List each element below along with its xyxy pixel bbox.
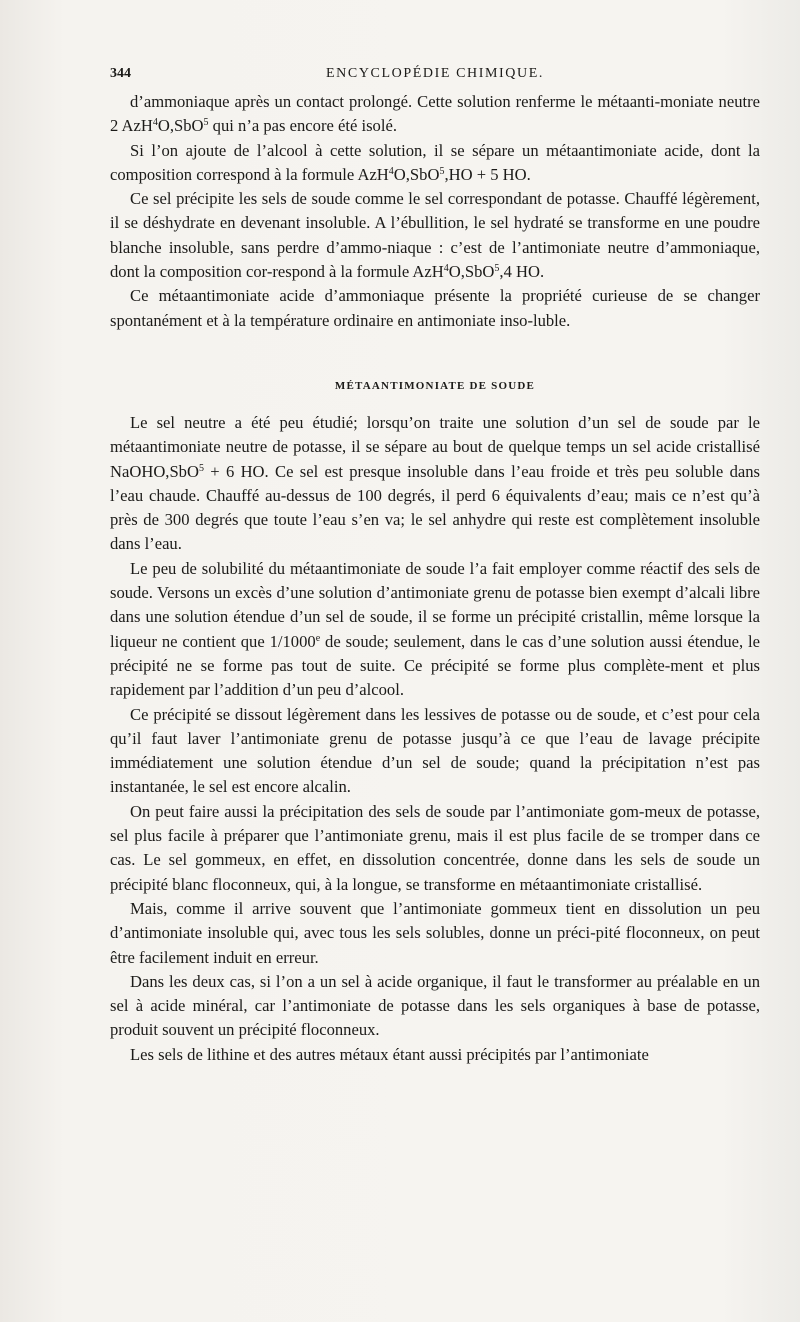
paragraph: [110, 284, 760, 333]
text-run: Ce sel précipite les sels de soude comme le sel correspondant de potasse. Chauffé légèrement, il se déshydrate en devenant insoluble. A l’ébullition, le sel hydraté se transforme en une poudre blanche insoluble, sans perdre d’ammo-niaque : c’est de l’antimoniate neutre d’ammoniaque, dont la composition cor-respond à la formule AzH: [110, 189, 760, 282]
text-run: ,4 HO.: [499, 262, 545, 282]
page-header: [110, 66, 760, 88]
superscript: 4: [443, 263, 449, 275]
running-title: ENCYCLOPÉDIE CHIMIQUE.: [326, 66, 544, 81]
superscript: 4: [152, 117, 158, 129]
text-run: On peut faire aussi la précipitation des sels de soude par l’antimoniate gom-meux de potasse, sel plus facile à préparer que l’antimoniate grenu, mais il est plus facile de se tromper dans ce cas. Le sel gommeux, en effet, en dissolution concentrée, donne dans les sels de soude un précipité blanc floconneux, qui, à la longue, se transforme en métaantimoniate cristallisé.: [110, 801, 760, 894]
text-run: + 6 HO. Ce sel est presque insoluble dans l’eau froide et très peu soluble dans l’eau chaude. Chauffé au-dessus de 100 degrés, il perd 6 équivalents d’eau; mais ce n’est qu’à près de 300 degrés que toute l’eau s’en va; le sel anhydre qui reste est complètement insoluble dans l’eau.: [110, 461, 760, 554]
paragraph: [110, 1043, 760, 1067]
text-run: Les sels de lithine et des autres métaux étant aussi précipités par l’antimoniate: [130, 1044, 649, 1064]
superscript: 5: [203, 117, 209, 129]
page-body: [110, 90, 760, 1067]
paragraph: [110, 800, 760, 897]
text-run: qui n’a pas encore été isolé.: [208, 116, 397, 136]
paragraph: [110, 90, 760, 139]
superscript: 5: [439, 165, 445, 177]
text-run: d’ammoniaque après un contact prolongé. Cette solution renferme le métaanti-moniate neutre 2 AzH: [110, 92, 760, 136]
superscript: 5: [198, 462, 204, 474]
text-run: O,SbO: [448, 262, 495, 282]
text-run: O,SbO: [157, 116, 204, 136]
top-paragraphs: [110, 90, 760, 333]
text-run: de soude; seulement, dans le cas d’une solution aussi étendue, le précipité ne se forme pas tout de suite. Ce précipité se forme plus complète-ment et plus rapidement par l’addition d’un peu d’alcool.: [110, 631, 760, 700]
text-run: Le sel neutre a été peu étudié; lorsqu’on traite une solution d’un sel de soude par le métaantimoniate neutre de potasse, il se sépare au bout de quelque temps un sel acide cristallisé NaOHO,SbO: [110, 412, 760, 481]
text-run: Ce métaantimoniate acide d’ammoniaque présente la propriété curieuse de se changer spontanément et à la température ordinaire en antimoniate inso-luble.: [110, 286, 760, 330]
section-heading: MÉTAANTIMONIATE DE SOUDE: [334, 379, 536, 392]
text-run: Ce précipité se dissout légèrement dans les lessives de potasse ou de soude, et c’est pour cela qu’il faut laver l’antimoniate grenu de potasse jusqu’à ce que l’eau de lavage précipite immédiatement une solution étendue d’un sel de soude; quand la précipitation n’est pas instantanée, le sel est encore alcalin.: [110, 704, 760, 797]
paragraph: [110, 411, 760, 557]
paragraph: [110, 187, 760, 284]
text-run: Mais, comme il arrive souvent que l’antimoniate gommeux tient en dissolution un peu d’antimoniate insoluble qui, avec tous les sels solubles, donne un préci-pité floconneux, on peut être facilement induit en erreur.: [110, 898, 760, 967]
page-number: 344: [110, 66, 131, 81]
paragraph: [110, 897, 760, 970]
paragraph: [110, 557, 760, 703]
superscript: e: [315, 632, 321, 644]
bottom-paragraphs: [110, 411, 760, 1067]
text-run: ,HO + 5 HO.: [444, 164, 531, 184]
text-run: Le peu de solubilité du métaantimoniate de soude l’a fait employer comme réactif des sels de soude. Versons un excès d’une solution d’antimoniate grenu de potasse bien exempt d’alcali libre dans une solution étendue d’un sel de soude, il se forme un précipité cristallin, même lorsque la liqueur ne contient que 1/1000: [110, 558, 760, 651]
superscript: 5: [494, 263, 500, 275]
text-run: O,SbO: [393, 164, 440, 184]
paragraph: [110, 139, 760, 188]
superscript: 4: [388, 165, 394, 177]
text-run: Dans les deux cas, si l’on a un sel à acide organique, il faut le transformer au préalable en un sel à acide minéral, car l’antimoniate de potasse dans les sels organiques à base de potasse, produit souvent un précipité floconneux.: [110, 971, 760, 1040]
paragraph: [110, 703, 760, 800]
text-run: Si l’on ajoute de l’alcool à cette solution, il se sépare un métaantimoniate acide, dont la composition correspond à la formule AzH: [110, 140, 760, 184]
paragraph: [110, 970, 760, 1043]
